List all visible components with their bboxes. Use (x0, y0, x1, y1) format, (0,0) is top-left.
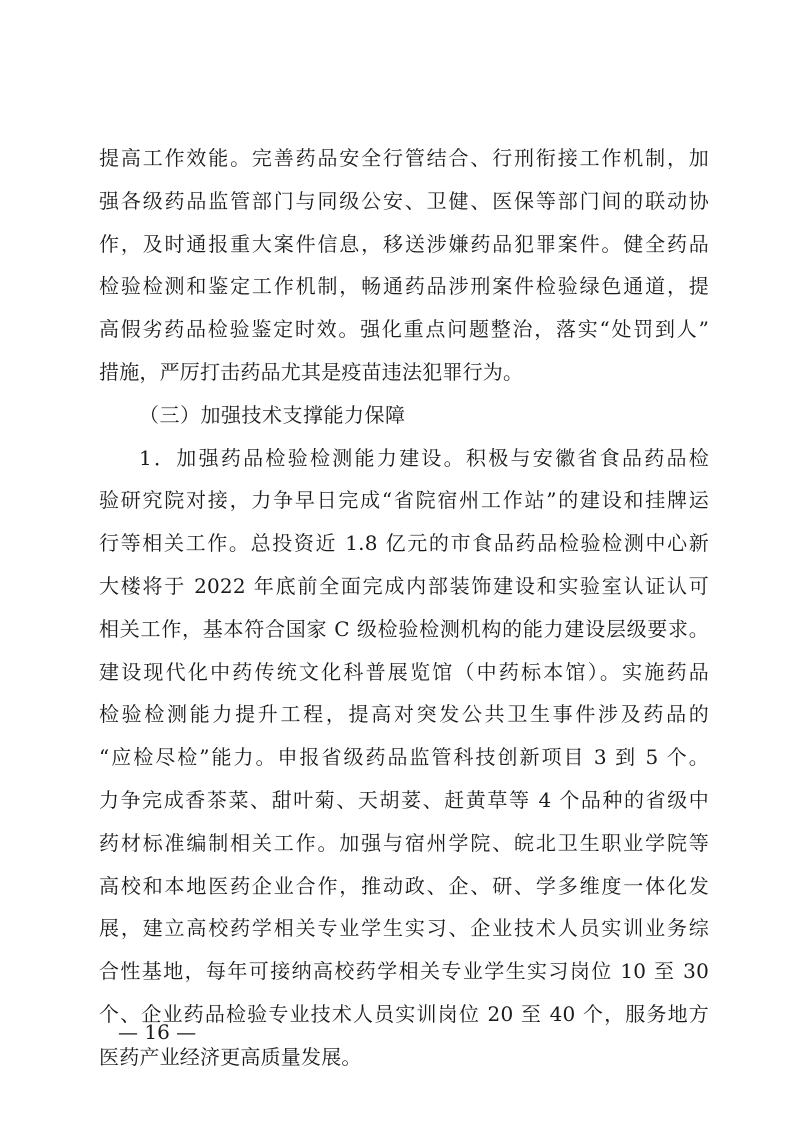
text-line: 力争完成香茶菜、甜叶菊、天胡荽、赶黄草等 4 个品种的省级中 (99, 787, 709, 812)
section-heading: （三）加强技术支撑能力保障 (139, 402, 406, 427)
text-line: 作，及时通报重大案件信息，移送涉嫌药品犯罪案件。健全药品 (99, 231, 709, 256)
text-line: 行等相关工作。总投资近 1.8 亿元的市食品药品检验检测中心新 (99, 531, 709, 556)
text-line: 检验检测和鉴定工作机制，畅通药品涉刑案件检验绿色通道，提 (99, 274, 709, 299)
text-line: 验研究院对接，力争早日完成“省院宿州工作站”的建设和挂牌运 (99, 488, 709, 513)
text-line: 个、企业药品检验专业技术人员实训岗位 20 至 40 个，服务地方 (99, 1001, 709, 1026)
page-number: — 16 — (118, 1020, 197, 1044)
text-line: 药材标准编制相关工作。加强与宿州学院、皖北卫生职业学院等 (99, 830, 709, 855)
text-line: 合性基地，每年可接纳高校药学相关专业学生实习岗位 10 至 30 (99, 959, 709, 984)
text-line: “应检尽检”能力。申报省级药品监管科技创新项目 3 到 5 个。 (99, 745, 709, 770)
text-line: 高校和本地医药企业合作，推动政、企、研、学多维度一体化发 (99, 873, 709, 898)
text-line: 医药产业经济更高质量发展。 (99, 1044, 362, 1069)
document-body (99, 137, 709, 1079)
paragraph-testing-capacity (99, 437, 709, 1079)
text-line: 1．加强药品检验检测能力建设。积极与安徽省食品药品检 (139, 445, 709, 470)
text-line: 提高工作效能。完善药品安全行管结合、行刑衔接工作机制，加 (99, 146, 709, 170)
text-line: 相关工作，基本符合国家 C 级检验检测机构的能力建设层级要求。 (99, 616, 709, 641)
text-line: 措施，严厉打击药品尤其是疫苗违法犯罪行为。 (99, 359, 524, 384)
text-line: 大楼将于 2022 年底前全面完成内部装饰建设和实验室认证认可 (99, 573, 709, 598)
text-line: 高假劣药品检验鉴定时效。强化重点问题整治，落实“处罚到人” (99, 317, 709, 342)
text-line: 展，建立高校药学相关专业学生实习、企业技术人员实训业务综 (99, 916, 709, 941)
text-line: 强各级药品监管部门与同级公安、卫健、医保等部门间的联动协 (99, 188, 709, 213)
paragraph-enforcement (99, 137, 709, 394)
text-line: 检验检测能力提升工程，提高对突发公共卫生事件涉及药品的 (99, 702, 709, 727)
text-line: 建设现代化中药传统文化科普展览馆（中药标本馆）。实施药品 (99, 659, 709, 684)
